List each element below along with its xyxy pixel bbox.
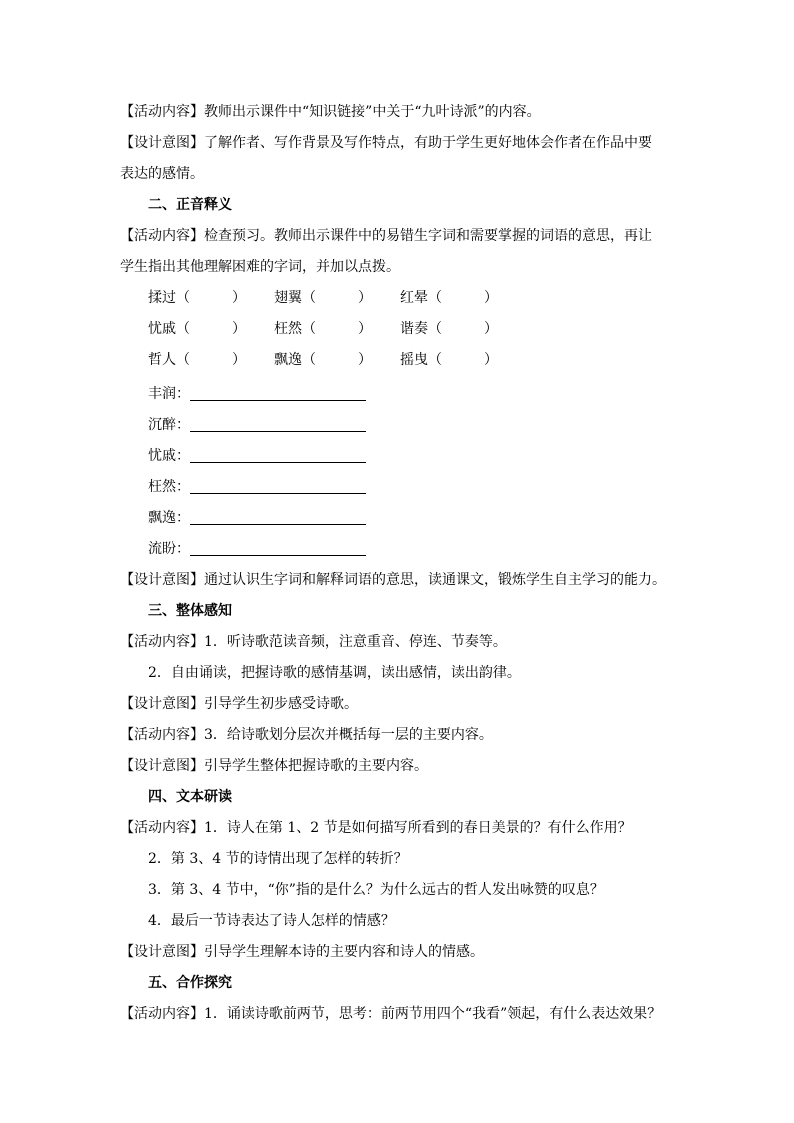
activity-item-2: 2．自由诵读，把握诗歌的感情基调，读出感情，读出韵律。 — [148, 665, 521, 681]
section-heading-3: 三、整体感知 — [148, 603, 232, 619]
activity-content-preview: 【活动内容】检查预习。教师出示课件中的易错生字词和需要掌握的词语的意思，再让 — [120, 228, 652, 244]
pinyin-item: 摇曳（ ） — [400, 352, 498, 368]
design-intent-1: 【设计意图】了解作者、写作背景及写作特点，有助于学生更好地体会作者在作品中要 — [120, 135, 652, 151]
design-intent-2: 【设计意图】通过认识生字词和解释词语的意思，读通课文，锻炼学生自主学习的能力。 — [120, 572, 666, 588]
design-intent-1-cont: 表达的感情。 — [120, 166, 204, 182]
answer-blank[interactable] — [190, 493, 366, 494]
pinyin-item: 谐奏（ ） — [400, 321, 498, 337]
activity-content-study: 【活动内容】1．诗人在第 1、2 节是如何描写所看到的春日美景的？有什么作用？ — [120, 820, 632, 836]
pinyin-item: 红晕（ ） — [400, 290, 498, 306]
answer-blank[interactable] — [190, 462, 366, 463]
pinyin-item: 哲人（ ） — [148, 352, 246, 368]
pinyin-item: 枉然（ ） — [274, 321, 372, 337]
activity-content-listen: 【活动内容】1．听诗歌范读音频，注意重音、停连、节奏等。 — [120, 634, 507, 650]
activity-content-cooperate: 【活动内容】1．诵读诗歌前两节，思考：前两节用四个“我看”领起，有什么表达效果？ — [120, 1006, 662, 1022]
definition-label: 沉醉： — [148, 417, 190, 433]
pinyin-item: 飘逸（ ） — [274, 352, 372, 368]
answer-blank[interactable] — [190, 524, 366, 525]
study-question-4: 4．最后一节诗表达了诗人怎样的情感？ — [148, 913, 395, 929]
section-heading-2: 二、正音释义 — [148, 197, 232, 213]
definition-label: 枉然： — [148, 479, 190, 495]
section-heading-5: 五、合作探究 — [148, 975, 232, 991]
design-intent-4: 【设计意图】引导学生整体把握诗歌的主要内容。 — [120, 758, 428, 774]
answer-blank[interactable] — [190, 555, 366, 556]
pinyin-item: 揉过（ ） — [148, 290, 246, 306]
design-intent-3: 【设计意图】引导学生初步感受诗歌。 — [120, 696, 358, 712]
activity-content-knowledge-link: 【活动内容】教师出示课件中“知识链接”中关于“九叶诗派”的内容。 — [120, 104, 541, 120]
design-intent-5: 【设计意图】引导学生理解本诗的主要内容和诗人的情感。 — [120, 944, 484, 960]
definition-label: 丰润： — [148, 386, 190, 402]
section-heading-4: 四、文本研读 — [148, 789, 232, 805]
answer-blank[interactable] — [190, 400, 366, 401]
study-question-2: 2．第 3、4 节的诗情出现了怎样的转折？ — [148, 851, 408, 867]
study-question-3: 3．第 3、4 节中，“你”指的是什么？为什么远古的哲人发出咏赞的叹息？ — [148, 882, 604, 898]
pinyin-item: 翅翼（ ） — [274, 290, 372, 306]
answer-blank[interactable] — [190, 431, 366, 432]
pinyin-item: 忧戚（ ） — [148, 321, 246, 337]
definition-label: 忧戚： — [148, 448, 190, 464]
activity-content-layers: 【活动内容】3．给诗歌划分层次并概括每一层的主要内容。 — [120, 727, 493, 743]
definition-label: 流盼： — [148, 541, 190, 557]
activity-content-preview-cont: 学生指出其他理解困难的字词，并加以点拨。 — [120, 259, 400, 275]
definition-label: 飘逸： — [148, 510, 190, 526]
